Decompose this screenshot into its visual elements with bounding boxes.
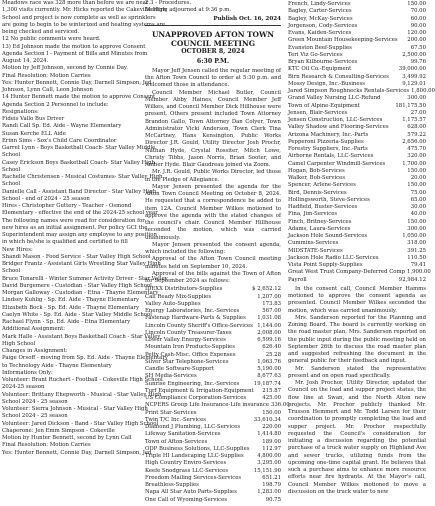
ledger-row xyxy=(145,453,281,460)
text-line: School 2024 - 25 season xyxy=(2,398,68,405)
ledger-row xyxy=(145,424,281,431)
ledger-payee: Silver Star Telephone-Services xyxy=(145,358,229,365)
ledger-row xyxy=(145,330,281,337)
ledger-row xyxy=(288,233,426,240)
ledger-row xyxy=(145,417,281,424)
text-line: Fideis Vallo Bus Driver xyxy=(2,116,65,122)
ledger-row xyxy=(288,8,426,15)
text-line: Randi Call Sp. Ed. Aide - Wayne Elementary xyxy=(2,123,122,130)
ledger-payee: Turf Equipment & Irrigation-Equipment xyxy=(145,387,254,394)
ledger-row xyxy=(288,190,426,197)
text-line: Informations Only: xyxy=(2,369,53,376)
text-line: Elementary - effective the end of the 2024-25 school year xyxy=(2,210,158,217)
text-line: Paige Orsoff - moving from Sp. Ed. Aide - Thayne Elementary xyxy=(2,355,168,362)
ledger-row xyxy=(145,337,281,344)
ledger-payee: High Country Enviro-Services xyxy=(145,460,227,467)
ledger-row xyxy=(288,88,435,95)
text-line: Volunteer: Jared Dickson - Band - Star Valley High School xyxy=(2,420,159,427)
ledger-payee: Bryan Kilbourne-Services xyxy=(288,59,358,65)
ledger-amount: 2,500.00 xyxy=(402,51,426,58)
text-line: Superintendent may assign any employee to any position xyxy=(2,232,157,238)
ledger-payee: Town of Afton-Services xyxy=(145,438,208,445)
ledger-row xyxy=(288,124,426,131)
ledger-amount: 27.00 xyxy=(410,109,426,116)
ledger-row xyxy=(145,359,281,366)
text-line: Elizabeth Bock - Sp. Ed. Aide - Thayne Elementary xyxy=(2,304,140,311)
ledger-payee: Call Ready Mix-Supplies xyxy=(145,293,212,300)
ledger-row xyxy=(288,110,426,117)
text-line: Hires - Christopher Guttery - Teacher - Osmond xyxy=(2,203,132,209)
ledger-payee: Teri Viz Go-Services xyxy=(288,51,343,58)
ledger-payee: Fina, Jim-Services xyxy=(288,211,338,218)
text-line: Casey Erickson Boys Basketball Coach- Star Valley High xyxy=(2,159,155,166)
ledger-payee: Valley Auto-Supplies xyxy=(145,300,201,307)
text-line: Rachelle Christensen - Musical Costumes- Star Valley High xyxy=(2,174,163,180)
ledger-amount: 40.00 xyxy=(410,211,426,218)
ledger-amount: 579.22 xyxy=(407,131,426,138)
ledger-payee: Napa All Star Auto Parts-Supplies xyxy=(145,489,237,496)
text-line: Bruce Tonarelli - Winter Summer Activity Driver - Star Valley xyxy=(2,275,168,282)
bills-ledger-continued xyxy=(288,1,435,284)
paragraph: Mr. J.R. Gould, Public Works Director, led those in the Pledge of Allegiance. xyxy=(145,169,281,183)
ledger-payee: Diamond J Plumbing, LLC-Services xyxy=(145,424,241,430)
ledger-row xyxy=(288,168,426,175)
text-line: Agenda Section 2 Personnel to include: xyxy=(2,101,109,108)
text-line: Meadows race was 328 more than before we are near xyxy=(2,0,149,6)
ledger-row xyxy=(145,366,281,373)
ledger-payee: Forestry Suppliers, Inc.-Parts xyxy=(288,146,368,152)
ledger-amount: 318.00 xyxy=(407,240,426,247)
text-line: School - end of 2024 - 25 season xyxy=(2,195,90,202)
text-line: Changes in Assignment: xyxy=(2,348,68,354)
intro-line: 2.3 - Procedures. xyxy=(145,0,192,6)
ledger-payee: Keefe Snodgrass LLC-Services xyxy=(145,467,229,474)
text-line: Shandi Mason - Food Service - Star Valley High School xyxy=(2,253,151,260)
paragraph: Council Member Michael Butler, Council Member Abby Haines, Council Member Jeff Wilkes, and Council Member Dick Hillhouse were present. Others present included Town Attorney Brandon Gallo, Town Attorney Dan Colyer, Town Administrator Vicki Anderson, Town Clerk Tina McCartney, Hans Kensington, Public Works Director J.R. Gould, Utility Director Josh Prochr, Nathan Hyde, Crystal Rossiter, Mitch Lowe, Christy Tibbs, Jason Norris, Brian Sooter, and Amber Hyde. Blair Gaudreau joined via Zoom. xyxy=(145,89,281,168)
ledger-payee: French, Lindy-Services xyxy=(288,1,351,7)
ledger-amount: 567.00 xyxy=(262,308,281,314)
ledger-amount: 65.00 xyxy=(410,196,426,203)
ledger-row xyxy=(288,175,426,182)
ledger-row xyxy=(288,153,426,160)
ledger-payee: Hollingsworth, Steve-Services xyxy=(288,196,370,203)
ledger-payee: Spencer, Arlene-Services xyxy=(288,182,356,189)
ledger-amount: $ 2,652.12 xyxy=(252,286,281,293)
ledger-row xyxy=(288,240,426,247)
ledger-row xyxy=(288,211,426,218)
ledger-row xyxy=(288,37,426,44)
ledger-row xyxy=(288,95,426,102)
ledger-amount: 1,283.00 xyxy=(257,489,281,496)
ledger-row xyxy=(288,219,426,226)
text-line: in which he/she is qualified and certified to fill xyxy=(2,239,128,246)
ledger-amount: 90.00 xyxy=(410,22,426,29)
ledger-payee: Great West Trust Company-Deferred Comp xyxy=(288,269,405,276)
text-line: 12 No public comments were heard. xyxy=(2,36,101,43)
ledger-amount: 92,984.12 xyxy=(398,276,426,283)
ledger-amount: 1,050.00 xyxy=(402,233,426,239)
ledger-row xyxy=(288,204,426,211)
ledger-row xyxy=(145,344,281,351)
ledger-row xyxy=(288,182,426,189)
ledger-payee: Jared Simpson Roughnecks Rentals-Services xyxy=(288,88,410,94)
ledger-amount: 20.00 xyxy=(410,175,426,181)
ledger-amount: 198.79 xyxy=(262,482,281,488)
meeting-adjourned-line: Meeting adjourned at 9:36 p.m. xyxy=(145,7,232,14)
ledger-payee: Jensen, Blair-Services xyxy=(288,109,348,116)
text-line: Volunteer: Sierra Johnson - Musical - Star Valley High xyxy=(2,406,148,412)
ledger-amount: 300.00 xyxy=(407,225,426,232)
ledger-row xyxy=(145,286,281,293)
ledger-payee: Freedom Mailing Services-Services xyxy=(145,474,242,481)
ledger-row xyxy=(145,431,281,438)
text-line: Yes: Hunter Bennett, Connie Day, Darnell Simpson, Jed xyxy=(2,449,152,456)
ledger-row xyxy=(145,308,281,315)
text-line: Volunteer: Brant Ruchert - Football - Cokeville High School xyxy=(2,377,163,383)
paragraph: Approval of the Afton Town Council meeting minutes held on September 10, 2024. xyxy=(145,256,281,270)
ledger-row xyxy=(145,468,281,475)
bills-ledger xyxy=(145,286,290,504)
ledger-row xyxy=(288,262,426,269)
ledger-row xyxy=(145,497,281,504)
ledger-payee: Finch, Britney-Services xyxy=(288,218,352,225)
ledger-amount: 3,499.92 xyxy=(402,73,426,80)
ledger-amount: 200.00 xyxy=(407,37,426,44)
text-line: New Hires: xyxy=(2,246,33,253)
ledger-payee: Hogan, Bob-Services xyxy=(288,167,345,174)
text-line: Agenda Section I - Payment of Bills and Minutes from xyxy=(2,50,148,57)
article-body-continued xyxy=(288,286,426,496)
ledger-amount: 6,599.16 xyxy=(257,337,281,343)
ledger-payee: Hadfield, Buster-Services xyxy=(288,204,358,210)
ledger-row xyxy=(288,139,426,146)
ledger-row xyxy=(145,482,281,489)
text-line: 13) Ed Johnson made the motion to approve Consent xyxy=(2,43,146,50)
ledger-amount: 1,414.80 xyxy=(257,431,281,438)
ledger-payee: Town of Alpine-Equipment xyxy=(288,102,360,109)
ledger-row xyxy=(145,294,281,301)
ledger-payee: One Call of Wyoming-Services xyxy=(145,496,228,503)
ledger-payee: Bagley, Carter-Services xyxy=(288,8,352,15)
ledger-amount: 8,677.63 xyxy=(257,373,281,380)
ledger-row xyxy=(288,16,426,23)
ledger-payee: KTC Oil Co.-Equipment xyxy=(288,66,352,73)
ledger-payee: Candle Software-Support xyxy=(145,366,214,372)
ledger-payee: Valley Shadow and Flooring-Services xyxy=(288,124,389,131)
ledger-amount: 1,175.57 xyxy=(402,117,426,123)
ledger-row xyxy=(288,146,426,153)
ledger-amount: 300.00 xyxy=(407,95,426,102)
paragraph: Mr. Sanderson stated the representative present and on open road specifically. xyxy=(288,365,426,379)
text-line: to Technology Aide - Thayne Elementary xyxy=(2,362,112,369)
paragraph: Mr. Josh Prochor, Utility Director, updated the Council on the load and supper project status, the flow line at Swan, and the North Alton new projects. Mr. Prochor publicly thanked Mr. Trusson Hemmert and Mr. Todd Larsen for their coordination to promptly completing the load and supper project. Mr. Prochor respectfully requested the Council's consideration for initiating a discussion regarding the potential purchase of a truck water supply on Highland Ave and sewer trucks, utilizing funds from the upcoming one-time capital grant. He believes that such a purchase aims to enhance more resource efforts near fire hydrants. At the Mayor's call, Council Member Wilkes motioned to move a discussion on the truck water to new xyxy=(288,380,426,495)
paragraph: Mayor Jensen presented the consent agenda, which included the following: xyxy=(145,241,281,255)
text-line: School xyxy=(2,166,21,173)
ledger-amount: 120.00 xyxy=(407,30,426,36)
column-2 xyxy=(145,0,290,506)
ledger-payee: Payroll xyxy=(288,276,307,283)
ledger-amount: 60.00 xyxy=(410,15,426,22)
paragraph: In the consent call, Council Member Hamms motioned to approve the consent agenda as presented. Council Member Wilkes seconded the motion, which was carried unanimously. xyxy=(288,285,426,314)
text-line: Garret Lynn - Boys Basketball Coach- Star Valley Middle xyxy=(2,145,156,151)
ledger-row xyxy=(288,269,431,276)
ledger-amount: 215.87 xyxy=(262,387,281,394)
text-line: School and project is now complete as well as sprinklers xyxy=(2,14,156,21)
ledger-payee: Sunrise Engineering, Inc.-Services xyxy=(145,380,240,387)
text-line: Chaperone: Jen Emm Simpson - Cokeville xyxy=(2,427,115,434)
ledger-payee: Jorgenson, Cody-Services xyxy=(288,22,358,29)
ledger-amount: 70.00 xyxy=(410,8,426,15)
ledger-payee: IDEXX Distributors-Supplies xyxy=(145,286,223,293)
text-line: Erinn Sims - Sox's Child Care Coordinator xyxy=(2,137,117,144)
column-3 xyxy=(288,0,435,496)
ledger-amount: 626.40 xyxy=(262,344,281,351)
ledger-row xyxy=(145,381,281,388)
ledger-row xyxy=(288,74,426,81)
ledger-amount: 181,175.50 xyxy=(395,102,426,109)
ledger-amount: 90.75 xyxy=(265,496,281,503)
ledger-amount: 9,129.01 xyxy=(402,80,426,87)
text-line: new hires as an initial assignment. Per policy GCI the xyxy=(2,224,148,231)
ledger-row xyxy=(288,277,426,284)
ledger-payee: Triple HI Landscaping LLC-Supplies xyxy=(145,453,244,459)
article-heading: UNAPPROVED AFTON TOWN COUNCIL MEETING xyxy=(151,29,275,48)
ledger-payee: Airborne Rentals, LLC-Services xyxy=(288,153,374,160)
paragraph: Mrs. Sanderson reported for the Planning and Zoning Board. The board is currently working on the road master plan. Mrs. Sanderson reported on the public input during the public meeting held on September 26th to discuss the road master plan and suggested refreshing the document in the general public for their feedback and input. xyxy=(288,314,426,365)
ledger-row xyxy=(288,45,426,52)
ledger-row xyxy=(145,301,281,308)
text-line: Mark Halle - Assistant Boys Basketball Coach - Star Valley xyxy=(2,333,161,340)
ledger-row xyxy=(288,161,426,168)
ledger-amount: 25.28 xyxy=(265,351,281,358)
ledger-row xyxy=(288,23,426,30)
ledger-amount: 173.83 xyxy=(262,300,281,307)
text-line: Rachael Flynn - Sp. Ed. Aide - Etna Elementary xyxy=(2,319,131,325)
ledger-amount: 1,700.00 xyxy=(402,160,426,167)
ledger-amount: 99.76 xyxy=(410,59,426,65)
text-line: David Burgemere - Custodian - Star Valley High School xyxy=(2,282,152,289)
text-line: Additional Assignment: xyxy=(2,326,66,333)
ledger-amount: 150.00 xyxy=(262,409,281,416)
text-line: Susan Kerche ELL Aide xyxy=(2,130,66,137)
ledger-payee: Cummins-Services xyxy=(288,240,339,247)
ledger-amount: 1,063.76 xyxy=(257,358,281,365)
ledger-payee: Walker, Bob-Services xyxy=(288,175,346,181)
text-line: Johnson, Lynn Call, Leon Johnson xyxy=(2,87,93,93)
ledger-row xyxy=(145,315,281,322)
text-line: Final Resolution: Motion Carries xyxy=(2,72,91,79)
ledger-amount: 2,656.00 xyxy=(402,138,426,145)
ledger-payee: MIDSTATE-Services xyxy=(288,247,343,254)
ledger-row xyxy=(288,52,426,59)
ledger-row xyxy=(145,402,290,409)
ledger-payee: Mountain Iron Products-Supplies xyxy=(145,344,235,351)
ledger-row xyxy=(145,460,281,467)
ledger-amount: 150.00 xyxy=(407,167,426,174)
ledger-payee: Vista Point Supply-Supplies xyxy=(288,262,363,268)
text-line: The following names were read for consideration for xyxy=(2,217,145,224)
ledger-payee: Jensen Construction, LLC-Services xyxy=(288,117,383,123)
ledger-amount: 425.00 xyxy=(262,395,281,401)
ledger-payee: Camel Carpenter Windmill-Services xyxy=(288,160,386,167)
ledger-row xyxy=(288,117,426,124)
paragraph: Mayor Jensen presented the agenda for the Afton Town Council Meeting on October 8, 2024. He requested that a correspondence be added to item 12A. Council Member Wilkes motioned to approve the agenda with the stated changes of the council's chair. Council Member Hillhouse seconded the motion, which was carried unanimously. xyxy=(145,183,281,241)
ledger-row xyxy=(288,81,426,88)
ledger-amount: 67.50 xyxy=(410,44,426,51)
article-body xyxy=(145,68,281,286)
text-line: Caelyn White - Sp. Ed. Aide - Star Valley Middle School xyxy=(2,311,152,318)
ledger-payee: Lincoln County Sheriff's Office-Services xyxy=(145,322,253,329)
text-line: School 2024 - 25 season xyxy=(2,413,68,420)
ledger-row xyxy=(145,388,281,395)
ledger-payee: Pepperoni Pizzeria-Supplies xyxy=(288,138,364,145)
ledger-amount: 3,295.00 xyxy=(257,460,281,467)
ledger-payee: Lower Valley Energy-Services xyxy=(145,337,226,343)
text-line: 14 Hunter Bennett made the motion to approve Consent xyxy=(2,94,156,101)
text-line: Motion by Hunter Bennett, second by Lynn Call xyxy=(2,435,132,441)
ledger-payee: US Compliance Corporation-Services xyxy=(145,395,247,401)
text-line: Resignations: xyxy=(2,108,39,115)
ledger-payee: Lifeway Sanitation-Services xyxy=(145,431,221,438)
ledger-amount: 628.00 xyxy=(407,124,426,131)
ledger-amount: 2,008.00 xyxy=(257,329,281,336)
ledger-row xyxy=(145,410,281,417)
ledger-payee: Adams, Laura-Services xyxy=(288,225,351,232)
ledger-amount: 79.41 xyxy=(410,262,426,268)
ledger-payee: Jackson Hole Radio LLC-Services xyxy=(288,254,379,261)
text-line: 2024-25 season xyxy=(2,384,45,391)
ledger-payee: Birn Research & Consulting-Services xyxy=(288,73,389,80)
text-line: 1,300 visits currently. Mr. Hicks reported the Cakeville High xyxy=(2,7,167,14)
ledger-row xyxy=(288,132,426,139)
ledger-amount: 19,187.74 xyxy=(253,380,281,387)
text-line: Bridger Frantz - Assistant Girls Wrestling Star Valley High xyxy=(2,261,161,267)
text-line: School xyxy=(2,152,21,159)
column-1 xyxy=(2,0,168,457)
ledger-amount: 30.00 xyxy=(410,204,426,210)
ledger-payee: Bagley, McKay-Services xyxy=(288,15,353,22)
ledger-payee: Jackson Hole Sound-Services xyxy=(288,233,368,239)
ledger-amount: 320.00 xyxy=(407,153,426,160)
article-subheading-date: OCTOBER 8, 2024 xyxy=(181,47,245,55)
text-line: School xyxy=(2,268,21,275)
ledger-payee: ODP Business Solutions, LLC-Supplies xyxy=(145,445,250,452)
text-line: Motion by Jeff Johnson, second by Connie Day. xyxy=(2,65,128,72)
ledger-payee: Bird, Dennis-Services xyxy=(288,189,347,196)
ledger-amount: 110.50 xyxy=(407,254,426,261)
ledger-payee: Mossy Design, Inc.-Business xyxy=(288,80,366,87)
ledger-payee: Lincoln County Treasurer-Taxes xyxy=(145,329,232,336)
ledger-row xyxy=(145,395,281,402)
ledger-amount: 189.00 xyxy=(262,438,281,445)
text-line: August 14, 2024. xyxy=(2,58,49,64)
ledger-row xyxy=(288,248,426,255)
ledger-amount: 15,151.90 xyxy=(253,467,281,474)
text-line: Yes: Hunter Bennett, Connie Day, Darnell Simpson, Jed xyxy=(2,79,152,86)
ledger-amount: 1,207.00 xyxy=(257,293,281,300)
text-line: High School xyxy=(2,340,36,347)
ledger-payee: Evanston Beef-Supplies xyxy=(288,44,352,51)
ledger-row xyxy=(288,103,426,110)
text-line: Morgan Galloway - Custodian - Etna - Thayne Elementary xyxy=(2,290,159,296)
ledger-amount: 1,031.08 xyxy=(257,315,281,322)
ledger-row xyxy=(288,59,426,66)
ledger-amount: 39,000.00 xyxy=(398,66,426,73)
ledger-payee: Energy Laboratories, Inc.-Services xyxy=(145,308,240,314)
ledger-payee: Breathless-Supplies xyxy=(145,482,199,488)
ledger-payee: Twin T/C Inc.-Services xyxy=(145,416,207,423)
text-line: are going to begin to be winterized and heating systems are xyxy=(2,21,166,28)
text-line: Final Resolution: Motion Carries xyxy=(2,442,91,449)
ledger-amount: 4,800.00 xyxy=(257,453,281,459)
ledger-payee: Print Star-Services xyxy=(145,409,197,416)
ledger-row xyxy=(288,255,426,262)
ledger-row xyxy=(288,197,426,204)
ledger-amount: 5,190.00 xyxy=(257,366,281,372)
section-divider xyxy=(145,25,281,26)
ledger-row xyxy=(288,30,426,37)
ledger-amount: 1,144.00 xyxy=(257,322,281,329)
ledger-row xyxy=(288,226,426,233)
text-line: Volunteer: Brittany Ehepworth - Musical - Star Valley High xyxy=(2,391,162,398)
ledger-amount: 33,610.34 xyxy=(253,416,281,423)
ledger-amount: 475.70 xyxy=(407,146,426,152)
paragraph: Approval of the bills against the Town of Afton for September 2024 as follows: xyxy=(145,270,281,284)
ledger-row xyxy=(145,323,281,330)
ledger-row xyxy=(145,373,281,380)
ledger-payee: Petty Cash-Misc. Office Expenses xyxy=(145,351,236,358)
ledger-row xyxy=(145,489,281,496)
ledger-amount: 150.00 xyxy=(407,1,426,7)
ledger-row xyxy=(145,475,281,482)
ledger-payee: SH Media-Services xyxy=(145,373,197,380)
ledger-row xyxy=(288,1,426,8)
ledger-row xyxy=(145,446,281,453)
ledger-amount: 150.00 xyxy=(407,218,426,225)
ledger-payee: Grand Valley Nursing LLC-Refund xyxy=(288,95,381,102)
ledger-amount: 112.97 xyxy=(262,445,281,452)
ledger-payee: Arizona Machinery, Inc.-Parts xyxy=(288,131,369,138)
ledger-amount: 391.25 xyxy=(407,247,426,254)
ledger-amount: 651.21 xyxy=(262,474,281,481)
publish-date: Publish Oct. 16, 2024 xyxy=(213,15,281,22)
paragraph: Mayor Jeff Jensen called the regular meeting of the Afton Town Council to order at 5:30 p.m. and welcomed those in attendance. xyxy=(145,67,281,89)
text-line: being checked and serviced. xyxy=(2,29,80,35)
ledger-row xyxy=(145,352,281,359)
ledger-row xyxy=(288,66,426,73)
ledger-amount: 150.00 xyxy=(407,182,426,189)
text-line: Lindsey Kuhlig - Sp. Ed. Aide - Thayne Elementary xyxy=(2,297,139,304)
ledger-amount: 75.00 xyxy=(410,189,426,196)
article-subheading-time: 6:30 P.M. xyxy=(196,57,230,65)
ledger-payee: Evans, Kaiden-Services xyxy=(288,30,352,36)
ledger-amount: 220.00 xyxy=(262,424,281,430)
ledger-payee: Green Mountain Housekeeping-Services xyxy=(288,37,398,44)
ledger-row xyxy=(145,439,281,446)
text-line: School xyxy=(2,181,21,188)
ledger-amount: 1,900.00 xyxy=(407,269,431,276)
ledger-amount: 336.00 xyxy=(271,402,290,409)
ledger-payee: NCPERS Group Life Insurance-Life insurance xyxy=(145,402,269,409)
text-line: Danielle Call - Assistant Band Director - Star Valley High xyxy=(2,188,157,195)
ledger-amount: 1,800.00 xyxy=(411,88,435,94)
ledger-payee: Fastenap Hardware-Parts & Supplies xyxy=(145,315,246,322)
